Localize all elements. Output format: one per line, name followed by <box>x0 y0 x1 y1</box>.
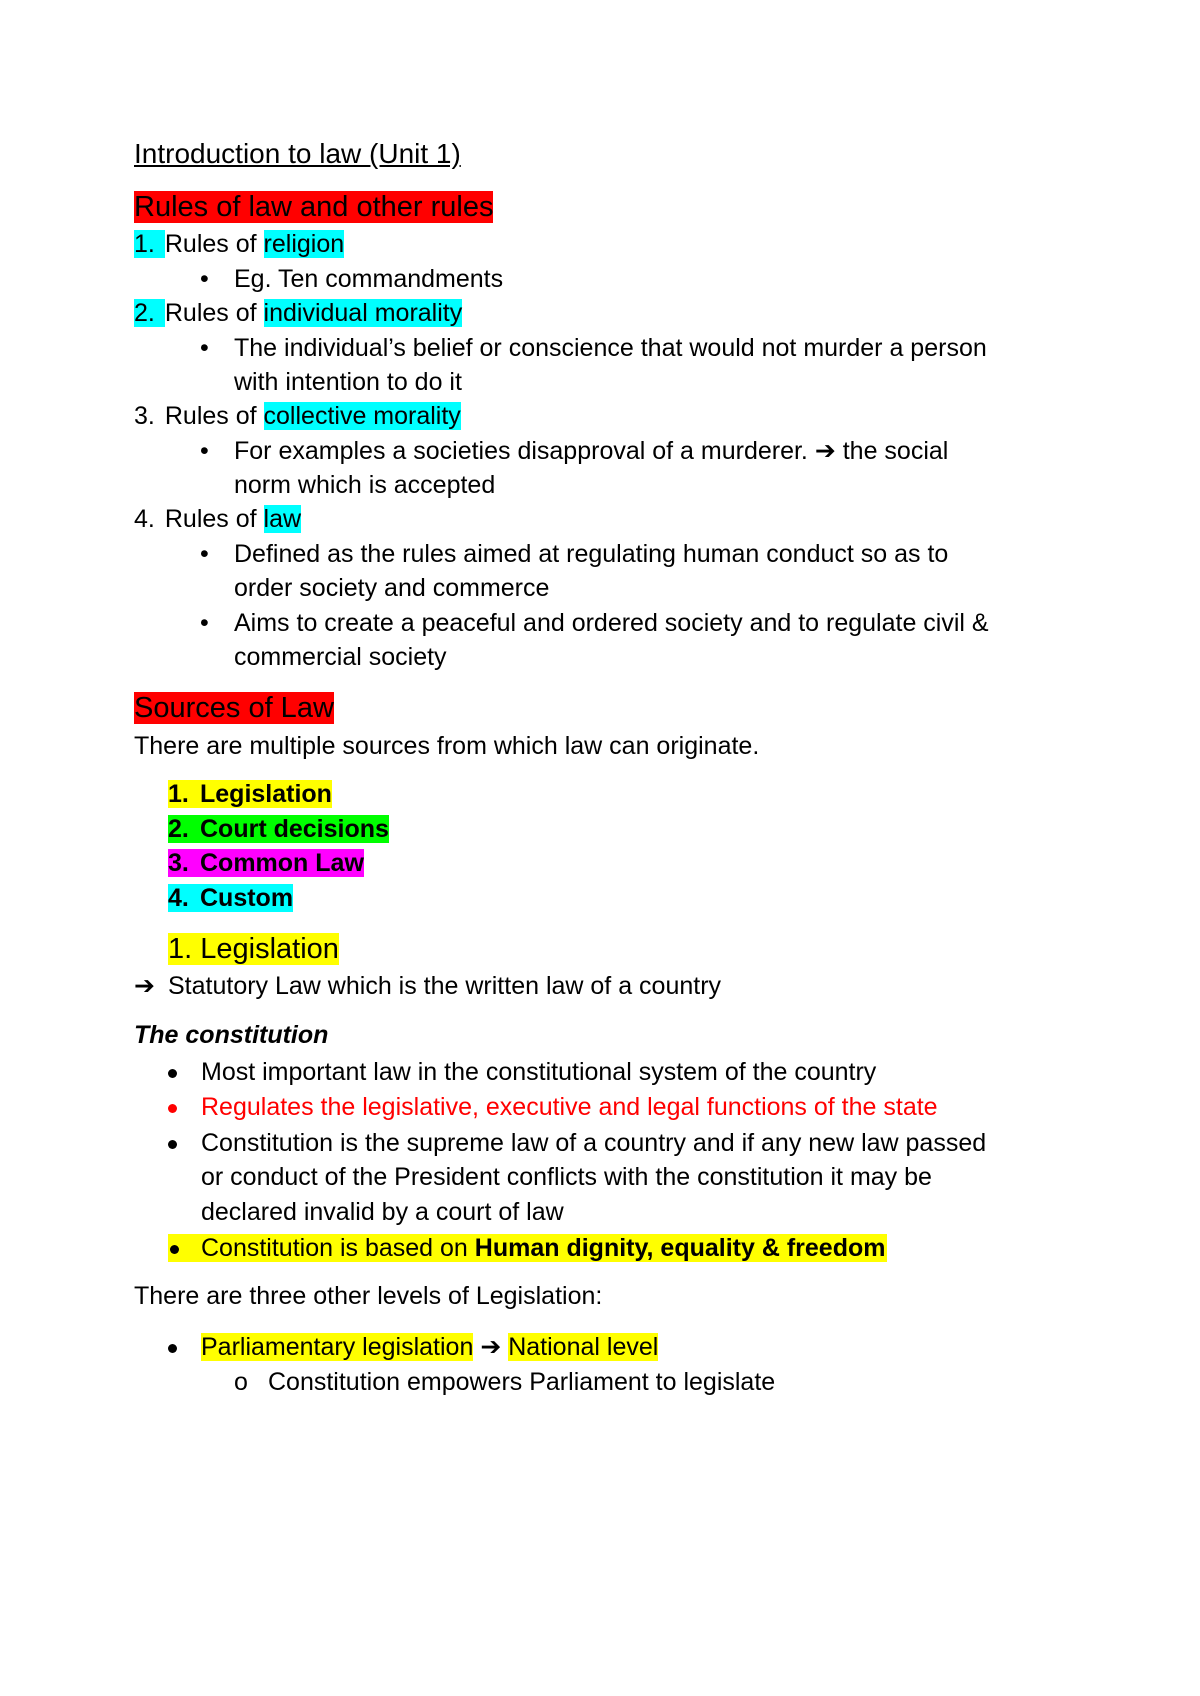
sources-intro: There are multiple sources from which law can originate. <box>134 732 760 760</box>
constitution-point: Most important law in the constitutional system of the country <box>168 1056 876 1088</box>
list-item-highlight: collective morality <box>263 402 461 430</box>
section-heading-rules-text: Rules of law and other rules <box>134 191 494 223</box>
bullet-dot-icon <box>168 1344 177 1353</box>
list-item-individual-morality <box>134 297 462 329</box>
arrow-icon: ➔ <box>480 1333 502 1361</box>
bullet-icon: • <box>200 609 209 637</box>
list-number: 2. <box>134 299 165 327</box>
section-heading-sources <box>134 689 334 727</box>
sub-bullet-icon: o <box>234 1368 248 1396</box>
bullet-item <box>200 263 503 295</box>
bullet-dot-icon <box>170 1245 179 1254</box>
bullet-continuation: with intention to do it <box>234 368 462 396</box>
bullet-dot-icon <box>168 1104 177 1113</box>
bullet-text: For examples a societies disapproval of a murderer. <box>234 437 815 465</box>
list-item-prefix: Rules of <box>164 299 264 327</box>
bullet-icon: • <box>200 437 209 465</box>
constitution-point-continuation: or conduct of the President conflicts with the constitution it may be <box>201 1163 932 1191</box>
constitution-point-continuation: declared invalid by a court of law <box>201 1198 564 1226</box>
list-item-highlight: religion <box>263 230 345 258</box>
bullet-icon: • <box>200 540 209 568</box>
bullet-text: Defined as the rules aimed at regulating human conduct so as to <box>234 540 949 568</box>
arrow-icon: ➔ <box>814 437 836 465</box>
arrow-icon: ➔ <box>134 972 155 1000</box>
list-item-religion <box>134 228 344 260</box>
levels-intro: There are three other levels of Legislation: <box>134 1282 603 1310</box>
bullet-continuation: commercial society <box>234 643 447 671</box>
list-item-highlight: law <box>263 505 302 533</box>
list-number: 3. <box>134 402 155 430</box>
statutory-law-line <box>134 970 721 1002</box>
legislation-heading <box>168 930 339 968</box>
source-item-text: 4. Custom <box>168 884 294 912</box>
bullet-dot-icon <box>168 1140 177 1149</box>
statutory-text: Statutory Law which is the written law of a country <box>168 972 722 1000</box>
section-heading-sources-text: Sources of Law <box>134 692 334 724</box>
bullet-continuation: norm which is accepted <box>234 471 496 499</box>
list-item-prefix: Rules of <box>164 230 264 258</box>
sub-point-text: Constitution empowers Parliament to legislate <box>268 1368 776 1396</box>
parliamentary-text: Parliamentary legislation <box>201 1333 474 1361</box>
list-item-highlight: individual morality <box>263 299 463 327</box>
source-item-court-decisions <box>168 813 389 845</box>
sub-point <box>234 1366 775 1398</box>
bullet-item <box>200 607 989 639</box>
arrow-text: the social <box>842 437 949 465</box>
page-title: Introduction to law (Unit 1) <box>134 138 461 169</box>
bullet-dot-icon <box>168 1069 177 1078</box>
source-item-text: 2. Court decisions <box>168 815 389 843</box>
bullet-icon: • <box>200 265 209 293</box>
source-item-text: 1. Legislation <box>168 780 332 808</box>
constitution-point: Constitution is the supreme law of a country and if any new law passed <box>168 1127 986 1159</box>
legislation-heading-text: 1. Legislation <box>168 933 339 965</box>
list-item-collective-morality <box>134 400 461 432</box>
bullet-item <box>200 435 948 467</box>
bullet-icon: • <box>200 334 209 362</box>
source-item-custom <box>168 882 293 914</box>
bullet-item <box>200 332 987 364</box>
constitution-heading: The constitution <box>134 1021 329 1049</box>
list-number: 1. <box>134 230 165 258</box>
source-item-legislation <box>168 778 332 810</box>
bullet-item <box>200 538 948 570</box>
bullet-text: The individual’s belief or conscience that would not murder a person <box>234 334 987 362</box>
list-item-prefix: Rules of <box>164 402 264 430</box>
constitution-point-highlighted: Constitution is based on Human dignity, equality & freedom <box>168 1232 887 1264</box>
national-level-text: National level <box>508 1333 659 1361</box>
parliamentary-level-point <box>168 1331 658 1363</box>
section-heading-rules <box>134 188 493 226</box>
list-number: 4. <box>134 505 155 533</box>
list-item-law <box>134 503 301 535</box>
source-item-text: 3. Common Law <box>168 849 364 877</box>
constitution-point: Regulates the legislative, executive and legal functions of the state <box>168 1091 938 1123</box>
bullet-text: Eg. Ten commandments <box>234 265 504 293</box>
source-item-common-law <box>168 847 364 879</box>
list-item-prefix: Rules of <box>164 505 264 533</box>
bullet-text: Aims to create a peaceful and ordered society and to regulate civil & <box>234 609 989 637</box>
bullet-continuation: order society and commerce <box>234 574 550 602</box>
